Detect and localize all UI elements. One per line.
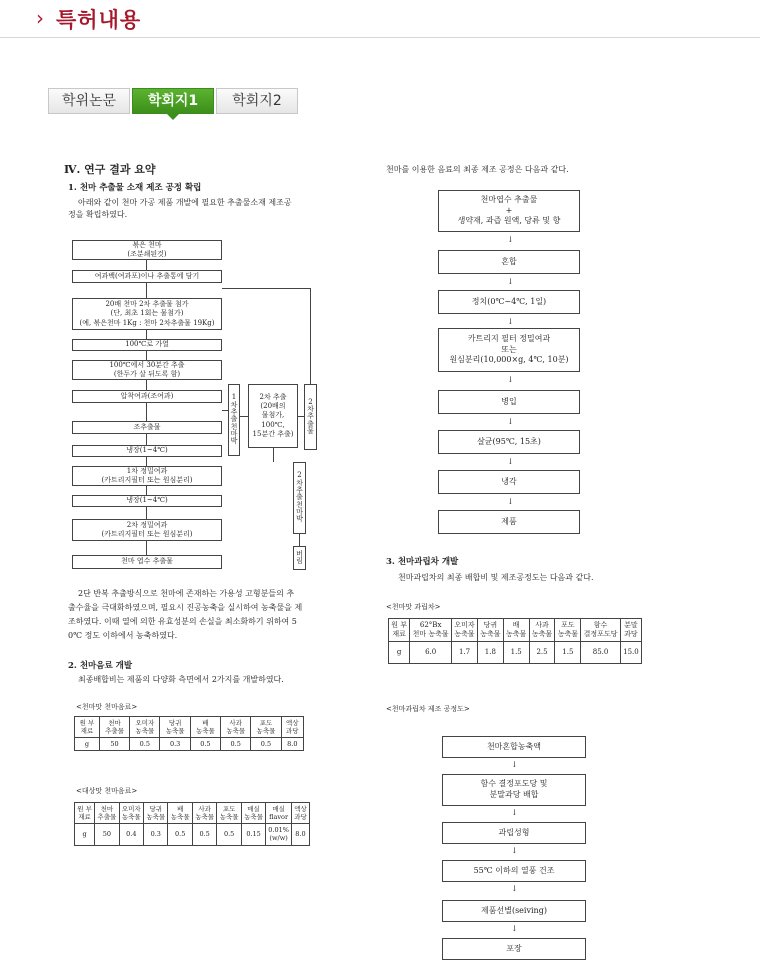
flow-box: 천마 엽수 추출물 <box>72 555 222 569</box>
s3-title: 3. 천마과립차 개발 <box>386 557 459 567</box>
chevron-right-icon: › <box>36 6 44 30</box>
flow-box: 100℃에서 30분간 추출 (한두가 살 뒤도록 함) <box>72 360 222 380</box>
flow-box: 함수 결정포도당 및 분말과당 배합 <box>442 774 586 806</box>
flow-box: 혼합 <box>438 250 580 274</box>
paragraph-line: 출수율을 극대화하였으며, 필요시 진공농축을 실시하여 농축물을 제 <box>68 603 303 612</box>
flow-connector <box>222 288 310 289</box>
arrow-down-icon: ↓ <box>507 375 514 384</box>
flow-connector <box>146 403 147 421</box>
flow-connector <box>146 486 147 495</box>
table-row: g 6.0 1.7 1.8 1.5 2.5 1.5 85.0 15.0 <box>389 641 642 663</box>
s1-title: 1. 천마 추출물 소재 제조 공정 확립 <box>68 183 202 193</box>
flow-box: 과립성형 <box>442 822 586 844</box>
paragraph-line: 조하였다. 이때 열에 의한 유효성분의 손실을 최소화하기 위하여 5 <box>68 617 297 626</box>
table-row: g 50 0.4 0.3 0.5 0.5 0.5 0.15 0.01%(w/w) 8.0 <box>75 824 310 845</box>
arrow-down-icon: ↓ <box>511 924 518 933</box>
table-header-row: 원 부 재료 62°Bx 천마 농축물 오미자 농축물 당귀 농축물 배 농축물 사과 농축물 포도 농축물 함수 결정포도당 분말 과당 <box>389 619 642 642</box>
arrow-down-icon: ↓ <box>507 457 514 466</box>
flow-box: 카트리지 필터 정밀여과 또는 원심분리(10,000×g, 4℃, 10분) <box>438 328 580 372</box>
flow-box-vertical: 2 차 추 출 천 마 박 <box>293 462 306 534</box>
table-caption: <천마맛 천마음료> <box>76 703 138 711</box>
s2-title: 2. 천마음료 개발 <box>68 661 133 671</box>
flow-box: 정치(0℃~4℃, 1일) <box>438 290 580 314</box>
flow-box: 살균(95℃, 15초) <box>438 430 580 454</box>
flow-box: 제품선별(seiving) <box>442 900 586 922</box>
active-tab-pointer <box>166 113 180 120</box>
flow-connector <box>299 534 300 546</box>
flow-connector <box>146 434 147 445</box>
table-granule-tea <box>388 618 642 664</box>
flow-box: 2차 추출 (20배의 물첨가, 100℃, 15분간 추출) <box>248 384 298 448</box>
page-header <box>0 0 760 38</box>
flow-box: 조추출물 <box>72 421 222 434</box>
tab-thesis[interactable]: 학위논문 <box>48 88 130 114</box>
flow-box: 1차 정밀여과 (카트리지필터 또는 원심분리) <box>72 466 222 486</box>
flow-box: 볶은 천마 (조분쇄된것) <box>72 240 222 260</box>
table-row: g 50 0.5 0.3 0.5 0.5 0.5 8.0 <box>75 738 304 751</box>
flow-box: 제품 <box>438 510 580 534</box>
flow-box-vertical: 버 림 <box>293 546 306 570</box>
tab-journal-2[interactable]: 학회지2 <box>216 88 298 114</box>
flow-box: 20배 천마 2차 추출물 첨가 (단, 최초 1회는 물첨가) (예, 볶은천마 1Kg : 천마 2차추출물 19Kg) <box>72 298 222 330</box>
arrow-down-icon: ↓ <box>507 497 514 506</box>
flow-connector <box>146 457 147 466</box>
flow-box: 냉장(1~4℃) <box>72 495 222 507</box>
flow-box-vertical: 1 차 추 출 천 마 박 <box>228 384 240 456</box>
flow-connector <box>146 507 147 519</box>
flow-box: 냉장(1~4℃) <box>72 445 222 457</box>
section-title: Ⅳ. 연구 결과 요약 <box>64 163 156 176</box>
flow-box: 압착여과(조여과) <box>72 390 222 403</box>
flow-box: 2차 정밀여과 (카트리지필터 또는 원심분리) <box>72 519 222 541</box>
table-caption: <천마과립차 제조 공정도> <box>386 705 470 713</box>
arrow-down-icon: ↓ <box>507 317 514 326</box>
table-header-row: 원 부 재료 천마 추출물 오미자 농축물 당귀 농축물 배 농축물 사과 농축물 포도 농축물 매실 농축물 매실 flavor 액상 과당 <box>75 803 310 824</box>
flow-box: 병입 <box>438 390 580 414</box>
flow-connector <box>146 380 147 390</box>
flow-box: 여과백(여과포)이나 추출통에 담기 <box>72 270 222 283</box>
flow-box: 냉각 <box>438 470 580 494</box>
flow-connector <box>146 330 147 339</box>
flow-box: 100℃로 가열 <box>72 339 222 351</box>
paragraph-line: 0℃ 정도 이하에서 농축하였다. <box>68 631 178 640</box>
flow-box: 천마혼합농축액 <box>442 736 586 758</box>
flow-connector <box>146 283 147 298</box>
table-cheonma-drink-1 <box>74 716 304 751</box>
arrow-down-icon: ↓ <box>511 760 518 769</box>
paragraph-line: 2단 반복 추출방식으로 천마에 존재하는 가용성 고형분들의 추 <box>78 589 295 598</box>
flow-box: 천마엽수 추출물 + 생약재, 과즙 원액, 당류 및 향 <box>438 190 580 232</box>
s1-text-line: 아래와 같이 천마 가공 제품 개발에 필요한 추출물소재 제조공 <box>78 198 292 207</box>
tab-label: 학회지1 <box>147 93 199 109</box>
arrow-down-icon: ↓ <box>511 808 518 817</box>
arrow-down-icon: ↓ <box>511 846 518 855</box>
flow-box: 55℃ 이하의 열풍 건조 <box>442 860 586 882</box>
arrow-down-icon: ↓ <box>507 417 514 426</box>
flow-connector <box>273 448 274 462</box>
flow-connector <box>146 260 147 270</box>
arrow-down-icon: ↓ <box>511 884 518 893</box>
table-cheonma-drink-2 <box>74 802 310 846</box>
s2-text: 최종배합비는 제품의 다양화 측면에서 2가지를 개발하였다. <box>78 675 284 684</box>
table-caption: <대상맛 천마음료> <box>76 787 138 795</box>
page-title: 특허내용 <box>56 8 142 32</box>
flow-connector <box>310 288 311 384</box>
s1-text-line: 정을 확립하였다. <box>68 210 128 219</box>
flow-connector <box>146 351 147 360</box>
flow-box: 포장 <box>442 938 586 960</box>
right-intro: 천마를 이용한 음료의 최종 제조 공정은 다음과 같다. <box>386 165 569 174</box>
table-header-row: 원 부 재료 천마 추출물 오미자 농축물 당귀 농축물 배 농축물 사과 농축물 포도 농축물 액상 과당 <box>75 717 304 738</box>
table-caption: <천마맛 과립차> <box>386 603 441 611</box>
tab-journal-1[interactable] <box>132 88 214 114</box>
arrow-down-icon: ↓ <box>507 277 514 286</box>
flow-connector <box>146 541 147 555</box>
arrow-down-icon: ↓ <box>507 235 514 244</box>
patent-document-scan <box>60 148 660 977</box>
s3-text: 천마과립차의 최종 배합비 및 제조공정도는 다음과 같다. <box>398 573 594 582</box>
flow-connector <box>240 416 248 417</box>
flow-box-vertical: 2 차 추 출 물 <box>304 384 317 450</box>
